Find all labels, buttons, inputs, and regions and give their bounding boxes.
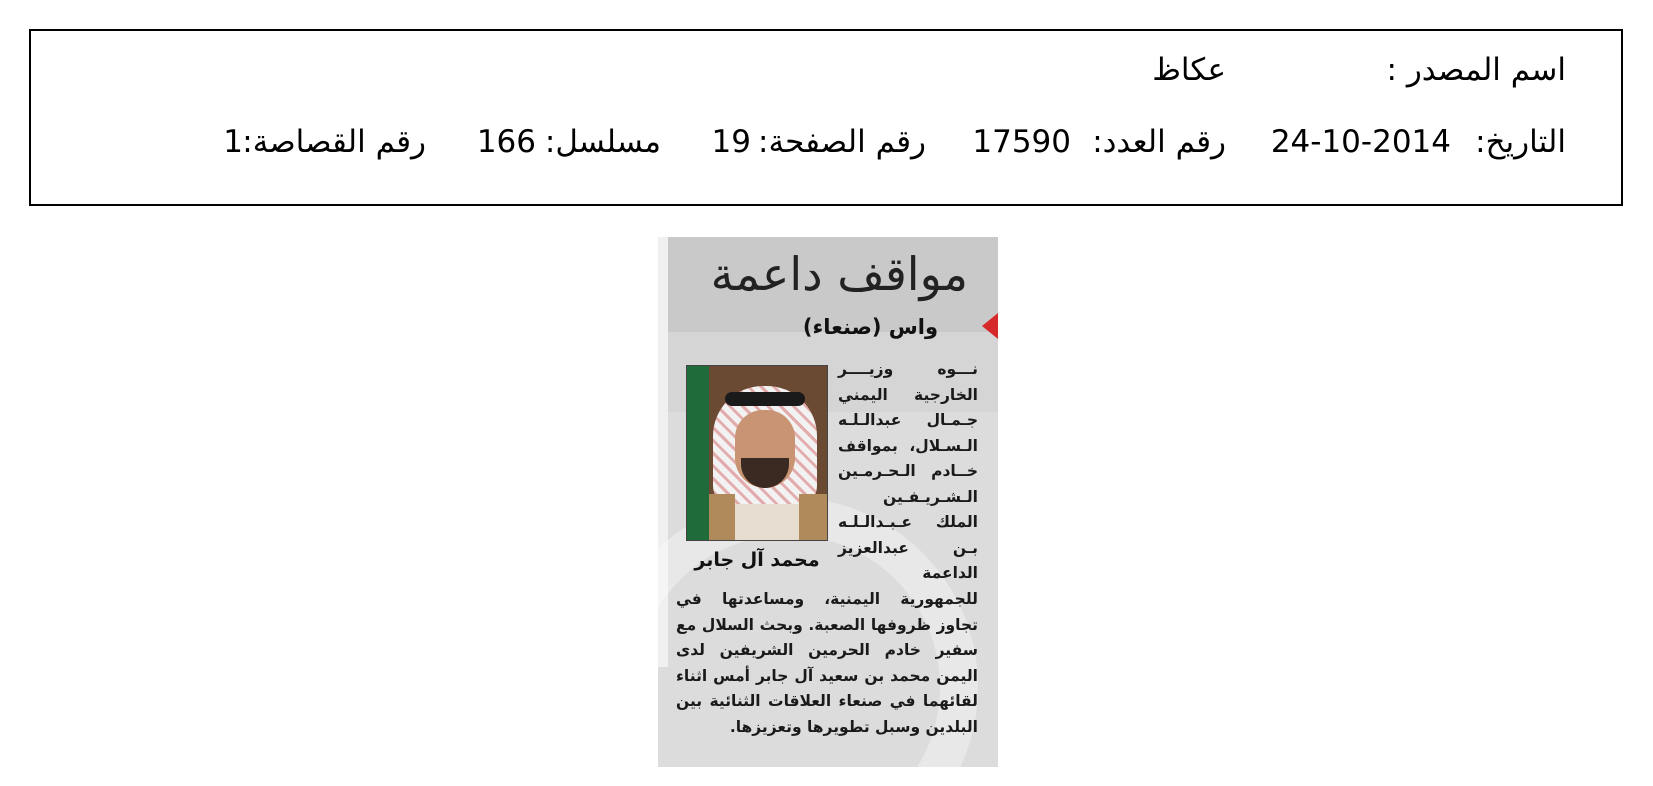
serial-value: 166 (476, 124, 536, 160)
flag-icon (687, 366, 709, 541)
page-value: 19 (711, 124, 751, 160)
newspaper-clipping (658, 237, 998, 767)
clip-label: رقم القصاصة: (242, 124, 426, 160)
date-value: 24-10-2014 (1270, 124, 1451, 160)
article-body-bottom: للجمهورية اليمنية، ومساعدتها في تجاوز ظروفها الصعبة. وبحث السلال مع سفير خادم الحرمين الشريفين لدى اليمن محمد بن سعيد آل جابر أمس اثناء لقائهما في صنعاء العلاقات الثنائية بين البلدين وسبل تطويرها وتعزيزها. (676, 590, 978, 736)
document-header (29, 29, 1623, 206)
serial-label: مسلسل: (544, 124, 661, 160)
issue-label: رقم العدد: (1092, 124, 1226, 160)
article-body-top: نـــوه وزيــــر الخارجية اليمني جـمـال عبدالـلـه الـسـلال، بمواقف خــادم الـحـرمـين الـشـريـفـين الملك عـبـدالـلـه بـن عبدالعزيز الداعمة (838, 360, 978, 582)
red-triangle-icon (982, 313, 998, 339)
issue-value: 17590 (972, 124, 1071, 160)
article-byline: واس (صنعاء) (802, 315, 938, 339)
clip-value: 1 (223, 124, 243, 160)
source-label: اسم المصدر : (1386, 52, 1566, 88)
portrait-photo (686, 365, 828, 541)
photo-caption: محمد آل جابر (694, 549, 820, 571)
article-title: مواقف داعمة (710, 247, 968, 301)
date-label: التاريخ: (1475, 124, 1566, 160)
page-label: رقم الصفحة: (758, 124, 926, 160)
source-value: عكاظ (1152, 52, 1226, 88)
